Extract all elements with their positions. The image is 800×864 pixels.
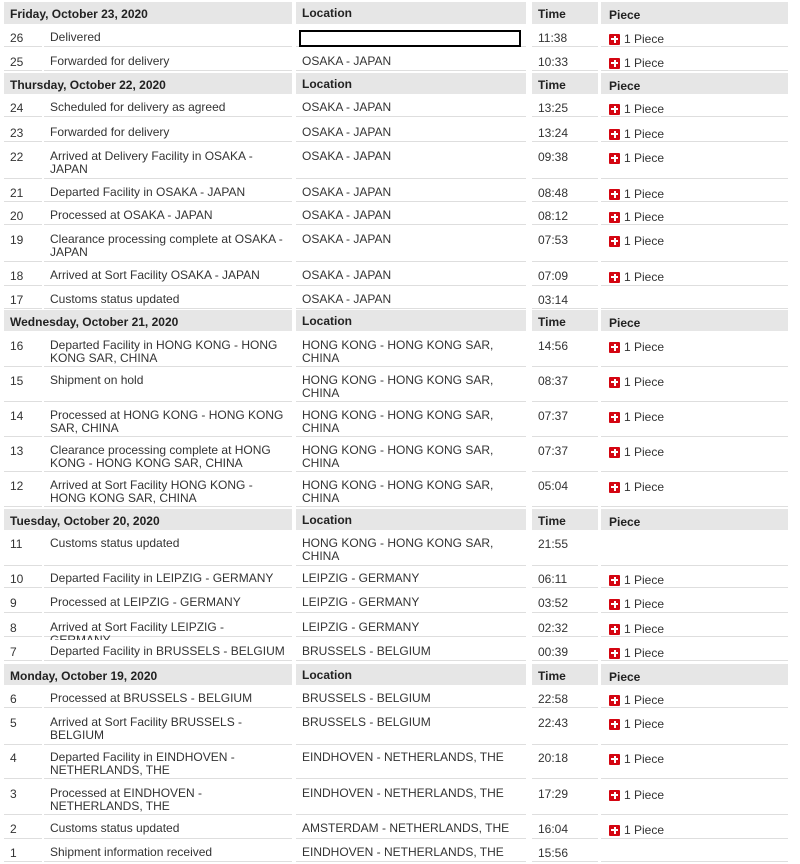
location-column-header: Location bbox=[296, 2, 526, 24]
event-description: Processed at BRUSSELS - BELGIUM bbox=[44, 687, 292, 708]
day-header-row bbox=[0, 2, 800, 26]
event-time: 05:04 bbox=[532, 474, 598, 507]
day-header-row bbox=[0, 664, 800, 687]
piece-label[interactable]: 1 Piece bbox=[624, 56, 665, 70]
event-location: LEIPZIG - GERMANY bbox=[296, 567, 526, 588]
event-row bbox=[0, 334, 800, 369]
event-row bbox=[0, 204, 800, 227]
time-column-header: Time bbox=[532, 664, 598, 685]
piece-toggle[interactable] bbox=[609, 375, 664, 389]
event-row bbox=[0, 711, 800, 747]
event-time: 10:33 bbox=[532, 50, 598, 71]
event-time: 22:43 bbox=[532, 711, 598, 745]
plus-icon[interactable] bbox=[609, 153, 620, 164]
piece-toggle[interactable] bbox=[609, 445, 664, 459]
event-location: HONG KONG - HONG KONG SAR, CHINA bbox=[296, 404, 526, 437]
event-piece-cell bbox=[601, 687, 788, 708]
day-date: Friday, October 23, 2020 bbox=[4, 2, 292, 24]
event-row bbox=[0, 782, 800, 817]
event-row bbox=[0, 288, 800, 311]
piece-column-header: Piece bbox=[601, 509, 788, 530]
event-time: 07:53 bbox=[532, 228, 598, 262]
event-description: Processed at LEIPZIG - GERMANY bbox=[44, 591, 292, 613]
location-column-header: Location bbox=[296, 310, 526, 331]
event-piece-cell bbox=[601, 746, 788, 779]
event-row bbox=[0, 746, 800, 781]
event-piece-cell bbox=[601, 288, 788, 309]
event-piece-cell bbox=[601, 96, 788, 117]
event-row bbox=[0, 121, 800, 144]
event-piece-cell bbox=[601, 817, 788, 839]
plus-icon[interactable] bbox=[609, 719, 620, 730]
event-location: OSAKA - JAPAN bbox=[296, 96, 526, 117]
piece-label[interactable]: 1 Piece bbox=[624, 187, 665, 201]
event-row bbox=[0, 145, 800, 181]
event-row bbox=[0, 96, 800, 119]
plus-icon[interactable] bbox=[609, 34, 620, 45]
event-number: 8 bbox=[4, 616, 42, 637]
event-number: 15 bbox=[4, 369, 42, 402]
piece-label[interactable]: 1 Piece bbox=[624, 375, 665, 389]
piece-label[interactable]: 1 Piece bbox=[624, 823, 665, 837]
piece-toggle[interactable] bbox=[609, 752, 664, 766]
plus-icon[interactable] bbox=[609, 104, 620, 115]
event-description: Shipment information received bbox=[44, 841, 292, 862]
event-description: Arrived at Sort Facility HONG KONG - HONG KONG SAR, CHINA bbox=[44, 474, 292, 507]
location-column-header: Location bbox=[296, 664, 526, 685]
event-description: Departed Facility in OSAKA - JAPAN bbox=[44, 181, 292, 202]
event-location: OSAKA - JAPAN bbox=[296, 264, 526, 286]
plus-icon[interactable] bbox=[609, 58, 620, 69]
event-piece-cell bbox=[601, 181, 788, 202]
event-piece-cell bbox=[601, 264, 788, 286]
event-description: Departed Facility in HONG KONG - HONG KONG SAR, CHINA bbox=[44, 334, 292, 367]
plus-icon[interactable] bbox=[609, 189, 620, 200]
event-location: EINDHOVEN - NETHERLANDS, THE bbox=[296, 782, 526, 815]
event-piece-cell bbox=[601, 121, 788, 142]
piece-label[interactable]: 1 Piece bbox=[624, 480, 665, 494]
event-number: 23 bbox=[4, 121, 42, 142]
event-number: 25 bbox=[4, 50, 42, 71]
plus-icon[interactable] bbox=[609, 575, 620, 586]
plus-icon[interactable] bbox=[609, 695, 620, 706]
event-time: 09:38 bbox=[532, 145, 598, 179]
time-column-header: Time bbox=[532, 310, 598, 331]
piece-toggle[interactable] bbox=[609, 56, 664, 70]
event-time: 02:32 bbox=[532, 616, 598, 637]
event-description: Customs status updated bbox=[44, 288, 292, 309]
event-location: HONG KONG - HONG KONG SAR, CHINA bbox=[296, 334, 526, 367]
event-location: BRUSSELS - BELGIUM bbox=[296, 640, 526, 661]
event-description: Processed at HONG KONG - HONG KONG SAR, CHINA bbox=[44, 404, 292, 437]
event-time: 08:48 bbox=[532, 181, 598, 202]
event-number: 17 bbox=[4, 288, 42, 309]
plus-icon[interactable] bbox=[609, 447, 620, 458]
event-time: 08:12 bbox=[532, 204, 598, 225]
event-time: 21:55 bbox=[532, 532, 598, 566]
day-date: Wednesday, October 21, 2020 bbox=[4, 310, 292, 331]
event-row bbox=[0, 50, 800, 73]
event-row bbox=[0, 687, 800, 710]
event-location: BRUSSELS - BELGIUM bbox=[296, 687, 526, 708]
plus-icon[interactable] bbox=[609, 129, 620, 140]
event-number: 16 bbox=[4, 334, 42, 367]
piece-toggle[interactable] bbox=[609, 573, 664, 587]
event-number: 18 bbox=[4, 264, 42, 286]
event-time: 06:11 bbox=[532, 567, 598, 588]
redacted-location-box bbox=[299, 30, 521, 47]
event-number: 4 bbox=[4, 746, 42, 779]
event-piece-cell bbox=[601, 841, 788, 862]
piece-column-header: Piece bbox=[601, 664, 788, 685]
event-row bbox=[0, 616, 800, 639]
event-time: 03:14 bbox=[532, 288, 598, 309]
event-number: 9 bbox=[4, 591, 42, 613]
event-row bbox=[0, 567, 800, 590]
event-description: Scheduled for delivery as agreed bbox=[44, 96, 292, 117]
plus-icon[interactable] bbox=[609, 790, 620, 801]
piece-toggle[interactable] bbox=[609, 270, 664, 284]
event-time: 15:56 bbox=[532, 841, 598, 862]
event-time: 13:25 bbox=[532, 96, 598, 117]
piece-toggle[interactable] bbox=[609, 102, 664, 116]
piece-label[interactable]: 1 Piece bbox=[624, 788, 665, 802]
day-date: Thursday, October 22, 2020 bbox=[4, 73, 292, 94]
piece-label[interactable]: 1 Piece bbox=[624, 32, 665, 46]
event-piece-cell bbox=[601, 334, 788, 367]
event-location: EINDHOVEN - NETHERLANDS, THE bbox=[296, 841, 526, 862]
event-description: Customs status updated bbox=[44, 532, 292, 566]
event-piece-cell bbox=[601, 50, 788, 71]
plus-icon[interactable] bbox=[609, 648, 620, 659]
day-header-row bbox=[0, 310, 800, 333]
piece-toggle[interactable] bbox=[609, 127, 664, 141]
event-row bbox=[0, 369, 800, 404]
event-description: Departed Facility in EINDHOVEN - NETHERLANDS, THE bbox=[44, 746, 292, 779]
event-number: 24 bbox=[4, 96, 42, 117]
event-piece-cell bbox=[601, 532, 788, 566]
event-time: 03:52 bbox=[532, 591, 598, 613]
event-description: Forwarded for delivery bbox=[44, 121, 292, 142]
piece-label[interactable]: 1 Piece bbox=[624, 646, 665, 660]
event-description: Processed at OSAKA - JAPAN bbox=[44, 204, 292, 225]
piece-toggle[interactable] bbox=[609, 340, 664, 354]
piece-label[interactable]: 1 Piece bbox=[624, 127, 665, 141]
event-description: Processed at EINDHOVEN - NETHERLANDS, THE bbox=[44, 782, 292, 815]
event-number: 5 bbox=[4, 711, 42, 745]
event-location: AMSTERDAM - NETHERLANDS, THE bbox=[296, 817, 526, 839]
event-time: 14:56 bbox=[532, 334, 598, 367]
plus-icon[interactable] bbox=[609, 212, 620, 223]
piece-toggle[interactable] bbox=[609, 210, 664, 224]
event-time: 07:09 bbox=[532, 264, 598, 286]
event-time: 17:29 bbox=[532, 782, 598, 815]
event-row bbox=[0, 591, 800, 615]
event-number: 3 bbox=[4, 782, 42, 815]
event-row bbox=[0, 228, 800, 264]
event-number: 2 bbox=[4, 817, 42, 839]
event-piece-cell bbox=[601, 567, 788, 588]
event-row bbox=[0, 532, 800, 568]
event-description: Delivered bbox=[44, 26, 292, 47]
event-time: 07:37 bbox=[532, 404, 598, 437]
event-description: Departed Facility in BRUSSELS - BELGIUM bbox=[44, 640, 292, 661]
piece-toggle[interactable] bbox=[609, 187, 664, 201]
event-number: 20 bbox=[4, 204, 42, 225]
event-number: 14 bbox=[4, 404, 42, 437]
event-piece-cell bbox=[601, 616, 788, 637]
piece-toggle[interactable] bbox=[609, 151, 664, 165]
piece-toggle[interactable] bbox=[609, 32, 664, 46]
piece-toggle[interactable] bbox=[609, 646, 664, 660]
event-number: 7 bbox=[4, 640, 42, 661]
event-row bbox=[0, 404, 800, 439]
event-time: 16:04 bbox=[532, 817, 598, 839]
plus-icon[interactable] bbox=[609, 377, 620, 388]
event-piece-cell bbox=[601, 640, 788, 661]
piece-toggle[interactable] bbox=[609, 788, 664, 802]
event-number: 21 bbox=[4, 181, 42, 202]
event-location: OSAKA - JAPAN bbox=[296, 50, 526, 71]
piece-label[interactable]: 1 Piece bbox=[624, 752, 665, 766]
piece-label[interactable]: 1 Piece bbox=[624, 102, 665, 116]
plus-icon[interactable] bbox=[609, 599, 620, 610]
piece-toggle[interactable] bbox=[609, 823, 664, 837]
piece-toggle[interactable] bbox=[609, 717, 664, 731]
event-row bbox=[0, 26, 800, 49]
event-piece-cell bbox=[601, 228, 788, 262]
event-time: 00:39 bbox=[532, 640, 598, 661]
event-location bbox=[296, 26, 526, 47]
event-piece-cell bbox=[601, 782, 788, 815]
event-time: 11:38 bbox=[532, 26, 598, 47]
event-location: HONG KONG - HONG KONG SAR, CHINA bbox=[296, 369, 526, 402]
piece-label[interactable]: 1 Piece bbox=[624, 693, 665, 707]
plus-icon[interactable] bbox=[609, 272, 620, 283]
event-description: Shipment on hold bbox=[44, 369, 292, 402]
event-description: Forwarded for delivery bbox=[44, 50, 292, 71]
piece-label[interactable]: 1 Piece bbox=[624, 717, 665, 731]
event-location: OSAKA - JAPAN bbox=[296, 121, 526, 142]
event-time: 20:18 bbox=[532, 746, 598, 779]
day-date: Tuesday, October 20, 2020 bbox=[4, 509, 292, 530]
piece-label[interactable]: 1 Piece bbox=[624, 270, 665, 284]
event-description: Arrived at Delivery Facility in OSAKA - JAPAN bbox=[44, 145, 292, 179]
plus-icon[interactable] bbox=[609, 342, 620, 353]
event-number: 19 bbox=[4, 228, 42, 262]
piece-column-header: Piece bbox=[601, 310, 788, 331]
piece-toggle[interactable] bbox=[609, 480, 664, 494]
time-column-header: Time bbox=[532, 2, 598, 24]
event-piece-cell bbox=[601, 145, 788, 179]
event-piece-cell bbox=[601, 369, 788, 402]
event-location: OSAKA - JAPAN bbox=[296, 288, 526, 309]
plus-icon[interactable] bbox=[609, 412, 620, 423]
event-description: Departed Facility in LEIPZIG - GERMANY bbox=[44, 567, 292, 588]
time-column-header: Time bbox=[532, 509, 598, 530]
event-row bbox=[0, 474, 800, 509]
event-row bbox=[0, 264, 800, 288]
piece-label[interactable]: 1 Piece bbox=[624, 234, 665, 248]
piece-label[interactable]: 1 Piece bbox=[624, 340, 665, 354]
piece-toggle[interactable] bbox=[609, 693, 664, 707]
event-piece-cell bbox=[601, 439, 788, 472]
event-number: 11 bbox=[4, 532, 42, 566]
event-piece-cell bbox=[601, 591, 788, 613]
event-row bbox=[0, 181, 800, 204]
event-location: HONG KONG - HONG KONG SAR, CHINA bbox=[296, 474, 526, 507]
piece-toggle[interactable] bbox=[609, 410, 664, 424]
piece-label[interactable]: 1 Piece bbox=[624, 622, 665, 636]
event-location: LEIPZIG - GERMANY bbox=[296, 591, 526, 613]
event-description: Arrived at Sort Facility LEIPZIG - bbox=[44, 616, 292, 637]
event-location: LEIPZIG - GERMANY bbox=[296, 616, 526, 637]
piece-label[interactable]: 1 Piece bbox=[624, 410, 665, 424]
piece-label[interactable]: 1 Piece bbox=[624, 573, 665, 587]
plus-icon[interactable] bbox=[609, 825, 620, 836]
piece-column-header: Piece bbox=[601, 73, 788, 94]
event-location: OSAKA - JAPAN bbox=[296, 145, 526, 179]
event-location: HONG KONG - HONG KONG SAR, CHINA bbox=[296, 439, 526, 472]
time-column-header: Time bbox=[532, 73, 598, 94]
piece-column-header: Piece bbox=[601, 2, 788, 24]
event-time: 07:37 bbox=[532, 439, 598, 472]
event-number: 12 bbox=[4, 474, 42, 507]
day-date: Monday, October 19, 2020 bbox=[4, 664, 292, 685]
event-number: 10 bbox=[4, 567, 42, 588]
event-piece-cell bbox=[601, 26, 788, 47]
event-row bbox=[0, 439, 800, 474]
event-description: Arrived at Sort Facility OSAKA - JAPAN bbox=[44, 264, 292, 286]
piece-label[interactable]: 1 Piece bbox=[624, 151, 665, 165]
event-location: OSAKA - JAPAN bbox=[296, 181, 526, 202]
event-location: OSAKA - JAPAN bbox=[296, 228, 526, 262]
piece-toggle[interactable] bbox=[609, 597, 664, 611]
day-header-row bbox=[0, 509, 800, 532]
event-location: BRUSSELS - BELGIUM bbox=[296, 711, 526, 745]
event-description: Clearance processing complete at OSAKA - JAPAN bbox=[44, 228, 292, 262]
event-row bbox=[0, 640, 800, 663]
event-row bbox=[0, 817, 800, 841]
day-header-row bbox=[0, 73, 800, 96]
plus-icon[interactable] bbox=[609, 236, 620, 247]
event-location: HONG KONG - HONG KONG SAR, CHINA bbox=[296, 532, 526, 566]
event-piece-cell bbox=[601, 204, 788, 225]
event-number: 1 bbox=[4, 841, 42, 862]
event-description: Customs status updated bbox=[44, 817, 292, 839]
event-number: 6 bbox=[4, 687, 42, 708]
piece-label[interactable]: 1 Piece bbox=[624, 597, 665, 611]
location-column-header: Location bbox=[296, 73, 526, 94]
event-location: OSAKA - JAPAN bbox=[296, 204, 526, 225]
event-description: Arrived at Sort Facility BRUSSELS - BELGIUM bbox=[44, 711, 292, 745]
plus-icon[interactable] bbox=[609, 624, 620, 635]
event-row bbox=[0, 841, 800, 864]
event-time: 13:24 bbox=[532, 121, 598, 142]
event-description: Clearance processing complete at HONG KONG - HONG KONG SAR, CHINA bbox=[44, 439, 292, 472]
event-piece-cell bbox=[601, 474, 788, 507]
event-piece-cell bbox=[601, 404, 788, 437]
event-piece-cell bbox=[601, 711, 788, 745]
piece-label[interactable]: 1 Piece bbox=[624, 210, 665, 224]
event-location: EINDHOVEN - NETHERLANDS, THE bbox=[296, 746, 526, 779]
event-number: 26 bbox=[4, 26, 42, 47]
location-column-header: Location bbox=[296, 509, 526, 530]
plus-icon[interactable] bbox=[609, 754, 620, 765]
event-number: 22 bbox=[4, 145, 42, 179]
event-time: 08:37 bbox=[532, 369, 598, 402]
piece-toggle[interactable] bbox=[609, 234, 664, 248]
event-time: 22:58 bbox=[532, 687, 598, 708]
piece-label[interactable]: 1 Piece bbox=[624, 445, 665, 459]
piece-toggle[interactable] bbox=[609, 622, 664, 636]
event-number: 13 bbox=[4, 439, 42, 472]
plus-icon[interactable] bbox=[609, 482, 620, 493]
